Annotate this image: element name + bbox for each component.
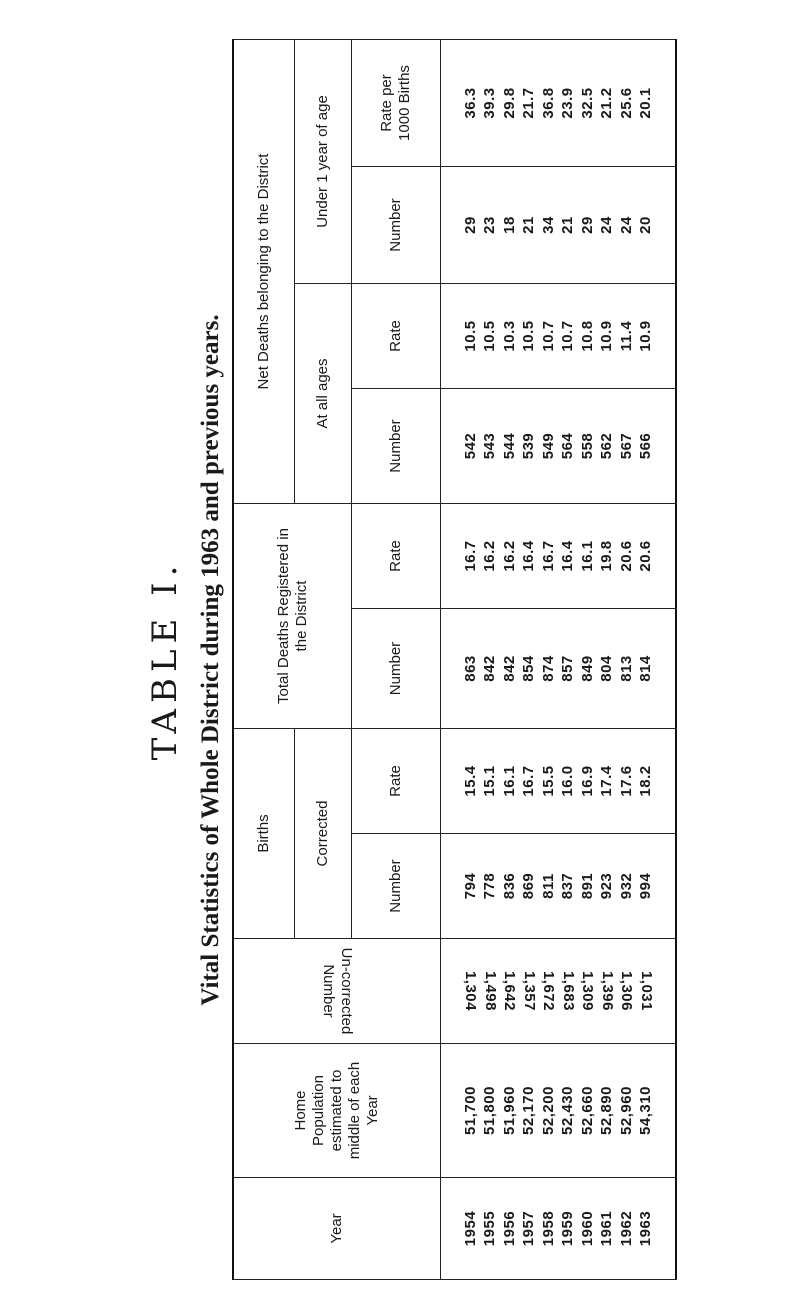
table-cell: 804	[598, 655, 615, 682]
table-cell: 1,498	[481, 970, 499, 1012]
table-cell: 923	[598, 872, 615, 900]
table-cell: 23	[481, 216, 498, 234]
net-deaths-rate-column	[441, 284, 677, 389]
table-cell: 52,890	[598, 1086, 615, 1135]
table-cell: 836	[500, 872, 518, 900]
table-cell: 10.5	[520, 320, 537, 352]
table-cell: 1,683	[559, 970, 577, 1012]
table-cell: 539	[520, 432, 537, 460]
table-cell: 51,700	[461, 1086, 479, 1135]
table-cell: 16.7	[461, 540, 479, 572]
table-cell: 18.2	[637, 765, 654, 797]
table-cell: 19.8	[598, 540, 615, 572]
infant-number-column	[441, 167, 677, 284]
table-cell: 17.4	[598, 765, 615, 797]
table-cell: 1,672	[540, 970, 557, 1012]
table-cell: 52,170	[520, 1086, 537, 1135]
table-cell: 10.9	[598, 320, 615, 352]
table-cell: 854	[520, 655, 537, 682]
table-cell: 51,960	[500, 1086, 518, 1135]
table-cell: 837	[559, 872, 576, 900]
table-cell: 20.6	[637, 540, 654, 572]
table-cell: 36.3	[461, 87, 479, 119]
table-cell: 874	[539, 655, 557, 682]
table-cell: 10.7	[559, 320, 576, 352]
table-cell: 542	[461, 432, 479, 460]
table-cell: 1,642	[501, 970, 518, 1012]
uncorrected-column	[441, 939, 677, 1044]
table-cell: 24	[617, 216, 635, 234]
table-cell: 16.0	[559, 765, 576, 797]
table-cell: 52,430	[559, 1086, 576, 1135]
header-corrected: Corrected	[295, 729, 352, 939]
total-deaths-number-column	[441, 609, 677, 729]
header-total-deaths-number: Number	[352, 609, 441, 729]
table-cell: 842	[481, 655, 498, 682]
table-title: Vital Statistics of Whole District during 1963 and previous years.	[197, 314, 224, 1006]
table-cell: 794	[461, 872, 479, 900]
table-cell: 25.6	[617, 87, 635, 119]
table-cell: 29	[578, 216, 596, 234]
header-infant-rate: Rate per 1000 Births	[352, 40, 441, 167]
table-cell: 54,310	[637, 1086, 654, 1135]
births-rate-column	[441, 729, 677, 834]
table-cell: 10.5	[461, 320, 479, 352]
header-net-deaths: Net Deaths belonging to the District	[233, 40, 295, 504]
table-cell: 20.6	[617, 540, 635, 572]
table-cell: 52,960	[617, 1086, 635, 1135]
table-cell: 16.9	[578, 765, 596, 797]
table-cell: 24	[598, 216, 615, 234]
table-cell: 1959	[559, 1210, 576, 1247]
table-cell: 20.1	[637, 87, 654, 119]
table-cell: 16.7	[539, 540, 557, 572]
header-births: Births	[233, 729, 295, 939]
table-cell: 778	[481, 872, 498, 900]
table-cell: 1,396	[598, 970, 616, 1012]
header-net-deaths-rate: Rate	[352, 284, 441, 389]
table-cell: 16.2	[481, 540, 498, 572]
table-cell: 811	[539, 873, 557, 899]
table-cell: 932	[617, 872, 635, 900]
table-cell: 849	[578, 655, 596, 682]
table-cell: 994	[637, 872, 654, 900]
table-cell: 1956	[500, 1210, 518, 1247]
table-cell: 549	[539, 432, 557, 460]
table-cell: 1,031	[637, 970, 655, 1012]
table-cell: 23.9	[559, 87, 576, 119]
table-cell: 1963	[637, 1210, 654, 1247]
table-cell: 34	[539, 216, 557, 234]
header-births-rate: Rate	[352, 729, 441, 834]
table-cell: 544	[500, 432, 518, 460]
births-number-column	[441, 834, 677, 939]
table-cell: 813	[617, 655, 635, 682]
table-cell: 857	[559, 655, 576, 682]
table-cell: 10.3	[500, 320, 518, 352]
population-column	[441, 1044, 677, 1178]
table-cell: 564	[559, 432, 576, 460]
table-cell: 891	[578, 872, 596, 900]
table-cell: 11.4	[617, 320, 635, 352]
table-cell: 1961	[598, 1210, 615, 1247]
table-cell: 10.9	[637, 320, 654, 352]
table-cell: 566	[637, 432, 654, 460]
table-cell: 52,660	[578, 1086, 596, 1135]
net-deaths-number-column	[441, 389, 677, 504]
table-cell: 20	[637, 216, 654, 234]
table-cell: 21	[559, 216, 576, 234]
table-cell: 842	[500, 655, 518, 682]
header-year: Year	[233, 1178, 441, 1280]
table-cell: 21.2	[598, 87, 615, 119]
table-cell: 52,200	[539, 1086, 557, 1135]
table-cell: 1962	[617, 1210, 635, 1247]
table-cell: 29.8	[500, 87, 518, 119]
table-cell: 16.4	[520, 540, 537, 572]
year-column	[441, 1178, 677, 1280]
table-cell: 16.7	[520, 765, 537, 797]
table-cell: 1,304	[462, 970, 479, 1012]
vital-statistics-table	[232, 39, 677, 1280]
table-cell: 39.3	[481, 87, 498, 119]
header-under-one: Under 1 year of age	[295, 40, 352, 284]
header-uncorrected	[233, 939, 441, 1044]
table-cell: 10.7	[539, 320, 557, 352]
table-cell: 1954	[461, 1210, 479, 1247]
table-cell: 1960	[578, 1210, 596, 1247]
table-cell: 15.5	[539, 765, 557, 797]
table-cell: 17.6	[617, 765, 635, 797]
table-cell: 562	[598, 432, 615, 460]
data-row	[441, 40, 677, 1280]
table-cell: 1957	[520, 1210, 537, 1247]
table-cell: 16.1	[578, 540, 596, 572]
infant-rate-column	[441, 40, 677, 167]
header-births-number: Number	[352, 834, 441, 939]
header-uncorrected-text: Un-corrected Number	[320, 947, 355, 1035]
table-cell: 558	[578, 432, 596, 460]
header-total-deaths-rate: Rate	[352, 504, 441, 609]
header-population: Home Population estimated to middle of each Year	[233, 1044, 441, 1178]
table-cell: 51,800	[481, 1086, 498, 1135]
table-cell: 21.7	[520, 87, 537, 119]
table-cell: 21	[520, 216, 537, 234]
table-cell: 863	[461, 655, 479, 682]
header-infant-number: Number	[352, 167, 441, 284]
rotated-sheet	[145, 5, 655, 1315]
table-cell: 1,306	[618, 970, 635, 1012]
table-cell: 1958	[539, 1210, 557, 1247]
table-cell: 36.8	[539, 87, 557, 119]
table-cell: 15.1	[481, 765, 498, 797]
header-total-deaths: Total Deaths Registered in the District	[233, 504, 352, 729]
table-cell: 18	[500, 216, 518, 234]
table-cell: 1,309	[579, 970, 596, 1012]
table-number: TABLE I.	[145, 559, 185, 761]
table-cell: 543	[481, 432, 498, 460]
table-cell: 16.4	[559, 540, 576, 572]
table-cell: 1955	[481, 1210, 498, 1247]
header-net-deaths-number: Number	[352, 389, 441, 504]
table-cell: 1,357	[520, 970, 538, 1012]
table-cell: 16.1	[500, 765, 518, 797]
table-cell: 32.5	[578, 87, 596, 119]
table-cell: 869	[520, 872, 537, 900]
table-cell: 15.4	[461, 765, 479, 797]
table-cell: 567	[617, 432, 635, 460]
header-at-all-ages: At all ages	[295, 284, 352, 504]
table-cell: 10.8	[578, 320, 596, 352]
total-deaths-rate-column	[441, 504, 677, 609]
table-cell: 16.2	[500, 540, 518, 572]
table-cell: 10.5	[481, 320, 498, 352]
table-cell: 29	[461, 216, 479, 234]
table-cell: 814	[637, 655, 654, 682]
